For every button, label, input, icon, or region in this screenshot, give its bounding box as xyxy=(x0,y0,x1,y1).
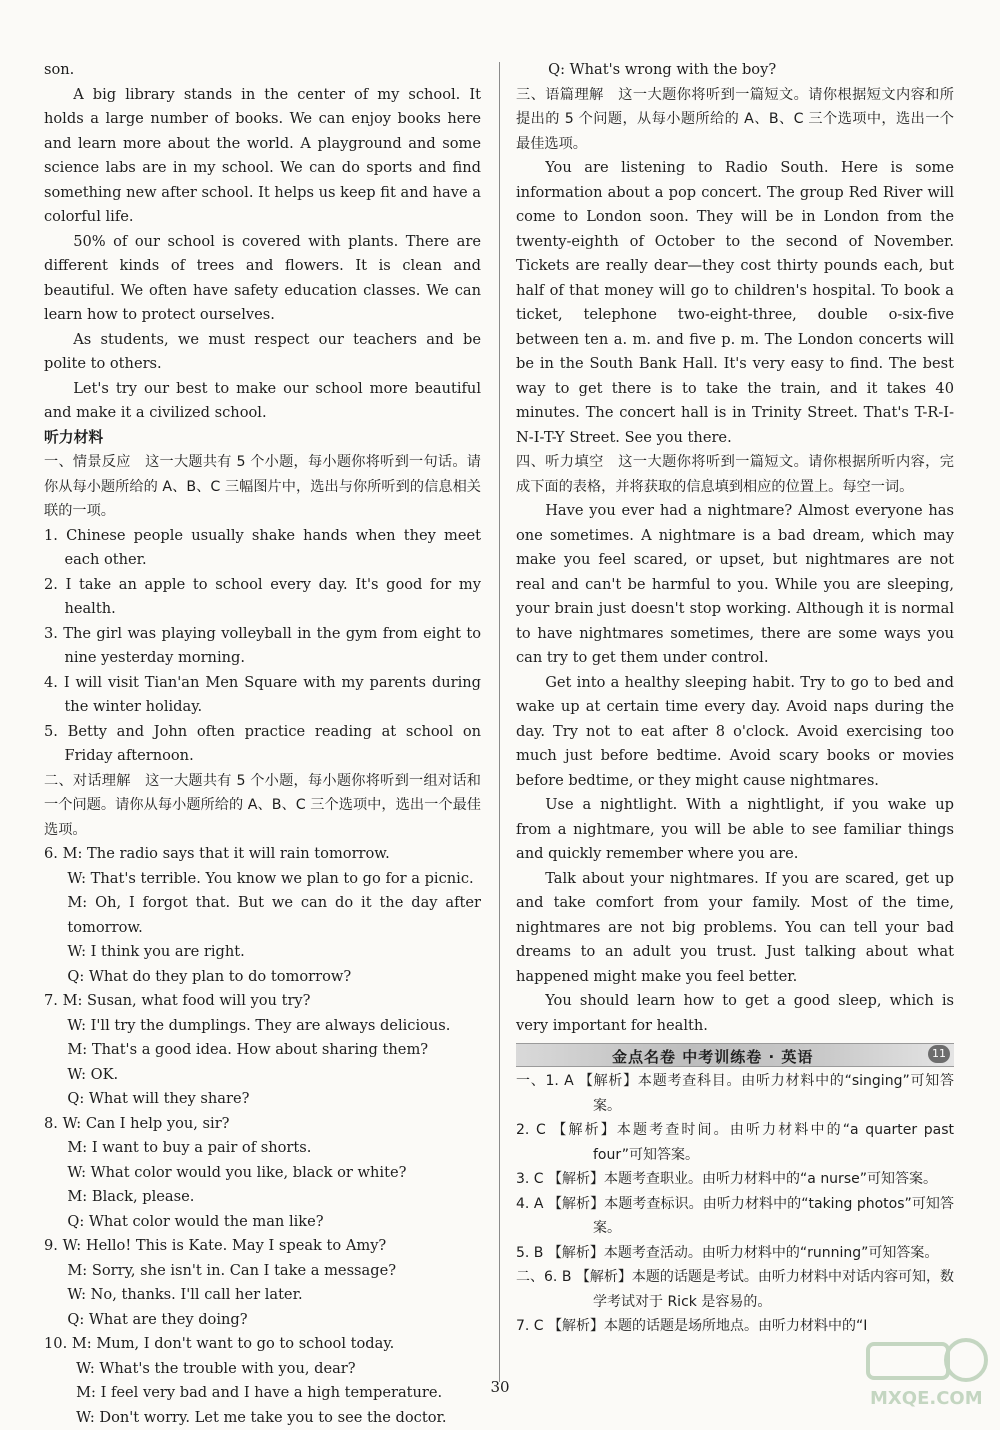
essay-paragraph: 50% of our school is covered with plants. There are different kinds of trees and flowers. It is clean and beautiful. We often have safety education classes. We can learn how to protect ourselves. xyxy=(44,230,481,328)
dialog-line: W: No, thanks. I'll call her later. xyxy=(44,1283,481,1308)
listening-item: 2. I take an apple to school every day. It's good for my health. xyxy=(44,573,481,622)
section-instructions: 四、听力填空 这一大题你将听到一篇短文。请你根据所听内容，完成下面的表格，并将获取的信息填到相应的位置上。每空一词。 xyxy=(516,450,954,499)
essay-paragraph: Let's try our best to make our school more beautiful and make it a civilized school. xyxy=(44,377,481,426)
dialog-line: 10. M: Mum, I don't want to go to school today. xyxy=(44,1332,481,1357)
dialog-question: Q: What will they share? xyxy=(44,1087,481,1112)
dialog-line: 9. W: Hello! This is Kate. May I speak to Amy? xyxy=(44,1234,481,1259)
listening-item: 5. Betty and John often practice reading at school on Friday afternoon. xyxy=(44,720,481,769)
passage-paragraph: Have you ever had a nightmare? Almost everyone has one sometimes. A nightmare is a bad dream, which may make you feel scared, or upset, but nightmares are not real and can't be harmful to you. While you are sleeping, your brain just doesn't stop working. Although it is normal to have nightmares sometimes, there are some ways you can try to get them under control. xyxy=(516,499,954,671)
dialog-line: W: What color would you like, black or white? xyxy=(44,1161,481,1186)
dialog-line: W: Don't worry. Let me take you to see the doctor. xyxy=(44,1406,481,1430)
watermark-logo xyxy=(862,1336,992,1412)
passage-paragraph: You should learn how to get a good sleep, which is very important for health. xyxy=(516,989,954,1038)
listening-item: 4. I will visit Tian'an Men Square with my parents during the winter holiday. xyxy=(44,671,481,720)
dialog-line: M: Oh, I forgot that. But we can do it the day after tomorrow. xyxy=(44,891,481,940)
dialog-question: Q: What color would the man like? xyxy=(44,1210,481,1235)
answer-key-banner xyxy=(516,1043,954,1067)
answer-item: 3. C 【解析】本题考查职业。由听力材料中的“a nurse”可知答案。 xyxy=(516,1167,954,1192)
dialog-line: M: I feel very bad and I have a high temperature. xyxy=(44,1381,481,1406)
answer-item: 5. B 【解析】本题考查活动。由听力材料中的“running”可知答案。 xyxy=(516,1241,954,1266)
dialog-question: Q: What are they doing? xyxy=(44,1308,481,1333)
essay-paragraph: A big library stands in the center of my school. It holds a large number of books. We can enjoy books here and learn more about the world. A playground and some science labs are in my school. We can do sports and find something new after school. It helps us keep fit and have a colorful life. xyxy=(44,83,481,230)
passage-paragraph: Talk about your nightmares. If you are scared, get up and take comfort from your family. Most of the time, nightmares are not big problems. You can tell your bad dreams to an adult you trust. Just talking about what happened might make you feel better. xyxy=(516,867,954,990)
section-heading: 听力材料 xyxy=(44,426,481,451)
essay-paragraph: As students, we must respect our teachers and be polite to others. xyxy=(44,328,481,377)
listening-item: 1. Chinese people usually shake hands when they meet each other. xyxy=(44,524,481,573)
dialog-line: 6. M: The radio says that it will rain tomorrow. xyxy=(44,842,481,867)
page-number: 30 xyxy=(480,1378,520,1396)
listening-item: 3. The girl was playing volleyball in the gym from eight to nine yesterday morning. xyxy=(44,622,481,671)
dialog-line: W: What's the trouble with you, dear? xyxy=(44,1357,481,1382)
dialog-line: W: I think you are right. xyxy=(44,940,481,965)
dialog-line: M: Black, please. xyxy=(44,1185,481,1210)
essay-ending: son. xyxy=(44,58,481,83)
banner-title: 金点名卷 中考训练卷 · 英语 xyxy=(612,1045,813,1070)
dialog-line: M: That's a good idea. How about sharing them? xyxy=(44,1038,481,1063)
section-instructions: 三、语篇理解 这一大题你将听到一篇短文。请你根据短文内容和所提出的 5 个问题，从每小题所给的 A、B、C 三个选项中，选出一个最佳选项。 xyxy=(516,83,954,157)
dialog-line: W: OK. xyxy=(44,1063,481,1088)
left-column xyxy=(44,58,481,1430)
column-divider xyxy=(499,62,500,1382)
right-column xyxy=(516,58,954,1339)
dialog-line: M: Sorry, she isn't in. Can I take a message? xyxy=(44,1259,481,1284)
dialog-line: W: That's terrible. You know we plan to go for a picnic. xyxy=(44,867,481,892)
passage-paragraph: Get into a healthy sleeping habit. Try to go to bed and wake up at certain time every day. Avoid naps during the day. Try not to eat after 8 o'clock. Avoid exercising too much just before bedtime. Avoid scary books or movies before bedtime, or they might cause nightmares. xyxy=(516,671,954,794)
section-instructions: 二、对话理解 这一大题共有 5 个小题，每小题你将听到一组对话和一个问题。请你从每小题所给的 A、B、C 三个选项中，选出一个最佳选项。 xyxy=(44,769,481,843)
dialog-question: Q: What's wrong with the boy? xyxy=(516,58,954,83)
dialog-line: 7. M: Susan, what food will you try? xyxy=(44,989,481,1014)
dialog-line: M: I want to buy a pair of shorts. xyxy=(44,1136,481,1161)
watermark-text: MXQE.COM xyxy=(870,1388,983,1409)
passage-paragraph: You are listening to Radio South. Here is some information about a pop concert. The group Red River will come to London soon. They will be in London from the twenty-eighth of October to the second of November. Tickets are really dear—they cost thirty pounds each, but half of that money will go to children's hospital. To book a ticket, telephone two-eight-three, double o-six-five between ten a. m. and five p. m. The London concerts will be in the South Bank Hall. It's very easy to find. The best way to get there is to take the train, and it takes 40 minutes. The concert hall is in Trinity Street. That's T-R-I-N-I-T-Y Street. See you there. xyxy=(516,156,954,450)
answer-item: 2. C 【解析】本题考查时间。由听力材料中的“a quarter past four”可知答案。 xyxy=(516,1118,954,1167)
passage-paragraph: Use a nightlight. With a nightlight, if you wake up from a nightmare, you will be able to see familiar things and quickly remember where you are. xyxy=(516,793,954,867)
dialog-line: W: I'll try the dumplings. They are always delicious. xyxy=(44,1014,481,1039)
answer-item: 7. C 【解析】本题的话题是场所地点。由听力材料中的“I xyxy=(516,1314,954,1339)
answer-item: 一、1. A 【解析】本题考查科目。由听力材料中的“singing”可知答案。 xyxy=(516,1069,954,1118)
dialog-line: 8. W: Can I help you, sir? xyxy=(44,1112,481,1137)
banner-number-badge: 11 xyxy=(928,1045,950,1063)
answer-item: 4. A 【解析】本题考查标识。由听力材料中的“taking photos”可知答案。 xyxy=(516,1192,954,1241)
section-instructions: 一、情景反应 这一大题共有 5 个小题，每小题你将听到一句话。请你从每小题所给的 A、B、C 三幅图片中，选出与你所听到的信息相关联的一项。 xyxy=(44,450,481,524)
dialog-question: Q: What do they plan to do tomorrow? xyxy=(44,965,481,990)
answer-item: 二、6. B 【解析】本题的话题是考试。由听力材料中对话内容可知，数学考试对于 Rick 是容易的。 xyxy=(516,1265,954,1314)
